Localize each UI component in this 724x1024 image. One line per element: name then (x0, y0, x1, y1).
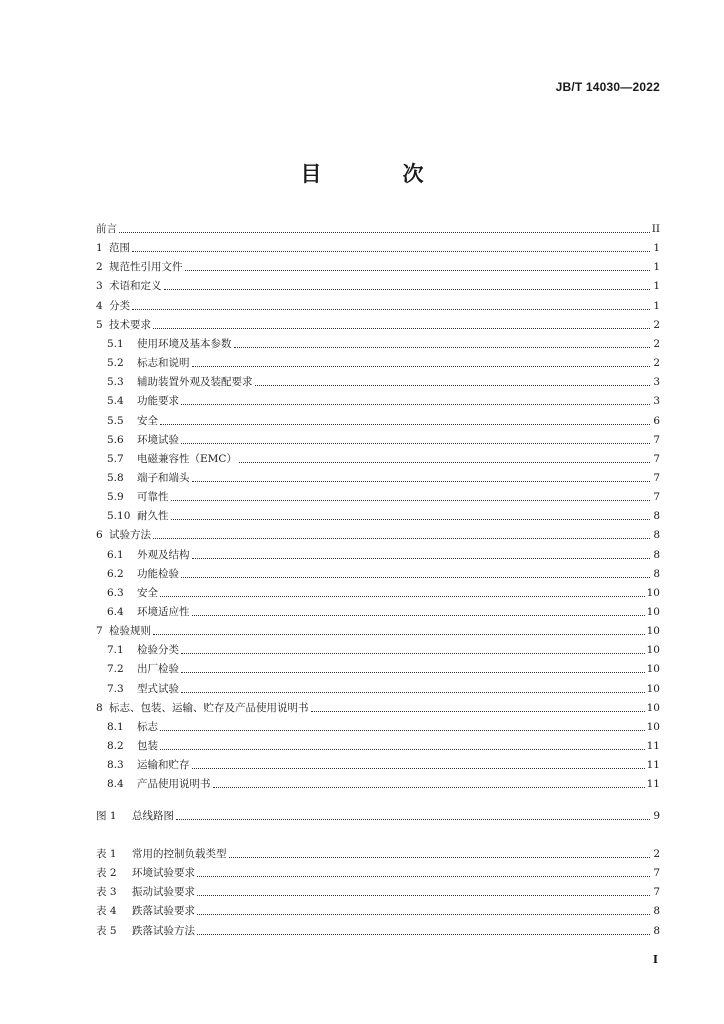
toc-entry-row[interactable] (96, 392, 660, 408)
toc-entry-number: 2 (96, 261, 103, 274)
toc-entry-row[interactable] (96, 603, 660, 619)
toc-entry-number: 8.2 (107, 740, 124, 753)
dot-leader (197, 894, 650, 896)
dot-leader (132, 250, 650, 252)
figure-entry-page: 9 (653, 810, 660, 822)
toc-entry-row[interactable] (96, 316, 660, 332)
toc-entry-label: 环境试验 (137, 433, 179, 446)
toc-entry-number: 8.1 (107, 720, 124, 733)
toc-entry-row[interactable] (96, 335, 660, 351)
table-entry-label: 跌落试验方法 (132, 924, 195, 937)
toc-entry-row[interactable] (96, 641, 660, 657)
toc-entry-number: 5.8 (107, 471, 124, 484)
toc-entry-label: 范围 (109, 242, 130, 255)
toc-entry-page: 7 (653, 433, 660, 446)
toc-entry-label: 检验分类 (137, 644, 179, 657)
page-title: 目 次 (300, 161, 454, 186)
toc-entry-number: 8.4 (107, 778, 124, 791)
toc-entry-page: 10 (646, 606, 660, 618)
dot-leader (192, 614, 645, 616)
toc-entry-label: 功能检验 (137, 567, 179, 580)
toc-entry-page: 11 (646, 740, 660, 753)
toc-entry-label: 标志、包装、运输、贮存及产品使用说明书 (109, 701, 309, 714)
toc-entry-row[interactable] (96, 469, 660, 485)
dot-leader (119, 231, 650, 233)
dot-leader (160, 423, 650, 425)
toc-entry-page: 10 (646, 720, 660, 733)
toc-entry-number: 5.7 (107, 452, 124, 465)
table-entry-number: 表 5 (96, 924, 117, 937)
toc-entry-number: 5.4 (107, 395, 124, 408)
toc-entry-page: 1 (653, 261, 660, 274)
toc-entry-row[interactable] (96, 584, 660, 600)
toc-entry-page: 3 (653, 376, 660, 389)
toc-entry-label: 安全 (137, 586, 158, 599)
toc-entry-number: 8 (96, 701, 103, 714)
toc-entry-page: 3 (653, 395, 660, 408)
toc-entry-label: 出厂检验 (137, 663, 179, 676)
dot-leader (181, 403, 650, 405)
dot-leader (181, 442, 650, 444)
dot-leader (171, 499, 651, 501)
dot-leader (234, 346, 651, 348)
toc-entry-number: 4 (96, 299, 103, 312)
toc-entry-row[interactable] (96, 660, 660, 676)
toc-entry-label: 包装 (137, 740, 158, 753)
toc-entry-page: 2 (653, 337, 660, 350)
toc-entry-row[interactable] (96, 756, 660, 772)
toc-entry-label: 外观及结构 (137, 548, 190, 561)
toc-entry-label: 电磁兼容性（EMC） (137, 452, 237, 465)
toc-entry-page: 1 (653, 280, 660, 293)
toc-entry-number: 5.1 (107, 337, 124, 350)
toc-entry-label: 分类 (109, 299, 130, 312)
toc-entry-page: 6 (653, 414, 660, 427)
figure-entry-number: 图 1 (96, 810, 117, 822)
toc-entry-label: 可靠性 (137, 491, 169, 504)
toc-entry-number: 6.4 (107, 606, 124, 618)
toc-entry-row[interactable] (96, 565, 660, 581)
toc-entry-number: 1 (96, 242, 103, 255)
toc-entry-page: 11 (646, 778, 660, 791)
table-entry-row[interactable] (96, 922, 660, 938)
toc-entry-row[interactable] (96, 680, 660, 696)
dot-leader (164, 288, 651, 290)
table-entry-number: 表 2 (96, 867, 117, 880)
toc-entry-number: 5 (96, 318, 103, 331)
toc-entry-row[interactable] (96, 431, 660, 447)
dot-leader (192, 365, 651, 367)
toc-entry-number: 5.2 (107, 357, 124, 370)
dot-leader (153, 537, 650, 539)
toc-entry-page: 7 (653, 452, 660, 465)
standard-number: JB/T 14030—2022 (555, 80, 660, 94)
toc-entry-label: 试验方法 (109, 529, 151, 542)
table-entry-page: 2 (653, 848, 660, 860)
table-entry-row[interactable] (96, 902, 660, 918)
dot-leader (192, 767, 645, 769)
dot-leader (229, 856, 651, 858)
dot-leader (255, 384, 651, 386)
toc-entry-label: 端子和端头 (137, 471, 190, 484)
toc-entry-number: 6.2 (107, 567, 124, 580)
toc-entry-page: 7 (653, 471, 660, 484)
dot-leader (160, 729, 645, 731)
toc-entry-number: 7.3 (107, 682, 124, 695)
toc-entry-row[interactable] (96, 622, 660, 638)
toc-entry-page: 1 (653, 242, 660, 255)
toc-entry-row[interactable] (96, 239, 660, 255)
dot-leader (213, 786, 645, 788)
toc-entry-number: 5.10 (107, 510, 131, 523)
dot-leader (160, 595, 645, 597)
toc-entry-page: 11 (646, 759, 660, 772)
figure-entry-label: 总线路图 (132, 810, 174, 822)
toc-entry-row[interactable] (96, 297, 660, 313)
table-entry-row[interactable] (96, 845, 660, 861)
dot-leader (181, 671, 645, 673)
dot-leader (176, 818, 650, 820)
dot-leader (171, 518, 651, 520)
toc-entry-label: 术语和定义 (109, 280, 162, 293)
toc-entry-page: 10 (646, 701, 660, 714)
dot-leader (197, 875, 650, 877)
toc-entry-number: 6 (96, 529, 103, 542)
toc-entry-number: 5.5 (107, 414, 124, 427)
dot-leader (132, 308, 650, 310)
toc-entry-label: 安全 (137, 414, 158, 427)
toc-entry-row[interactable] (96, 546, 660, 562)
toc-entry-row[interactable] (96, 775, 660, 791)
toc-entry-page: 2 (653, 357, 660, 370)
dot-leader (181, 576, 650, 578)
toc-entry-row[interactable] (96, 373, 660, 389)
toc-entry-page: 10 (646, 625, 660, 638)
toc-entry-row[interactable] (96, 258, 660, 274)
toc-entry-number: 5.9 (107, 491, 124, 504)
dot-leader (181, 691, 645, 693)
toc-entry-label: 功能要求 (137, 395, 179, 408)
table-entry-row[interactable] (96, 864, 660, 880)
toc-entry-number: 6.1 (107, 548, 124, 561)
dot-leader (181, 652, 645, 654)
toc-entry-page: 1 (653, 299, 660, 312)
toc-entry-page: 10 (646, 663, 660, 676)
toc-entry-label: 辅助装置外观及装配要求 (137, 376, 253, 389)
toc-entry-label: 型式试验 (137, 682, 179, 695)
toc-entry-row[interactable] (96, 507, 660, 523)
toc-entry-page: 7 (653, 491, 660, 504)
toc-entry-number: 3 (96, 280, 103, 293)
table-entry-label: 常用的控制负载类型 (132, 848, 227, 860)
toc-entry-page: 8 (653, 510, 660, 523)
toc-entry-number: 7.1 (107, 644, 124, 657)
table-entry-page: 8 (653, 924, 660, 937)
table-entry-page: 7 (653, 867, 660, 880)
toc-entry-label: 检验规则 (109, 625, 151, 638)
toc-entry-row[interactable] (96, 354, 660, 370)
toc-entry-row[interactable] (96, 450, 660, 466)
toc-entry-row[interactable] (96, 718, 660, 734)
toc-entry-row[interactable] (96, 220, 660, 236)
toc-entry-page: 2 (653, 318, 660, 331)
toc-entry-number: 5.6 (107, 433, 124, 446)
toc-entry-label: 耐久性 (137, 510, 169, 523)
toc-entry-row[interactable] (96, 737, 660, 753)
dot-leader (311, 710, 645, 712)
toc-entry-row[interactable] (96, 526, 660, 542)
toc-entry-number: 7 (96, 625, 103, 638)
table-entry-label: 振动试验要求 (132, 886, 195, 899)
table-entry-number: 表 1 (96, 848, 117, 860)
table-entry-page: 7 (653, 886, 660, 899)
table-entry-label: 环境试验要求 (132, 867, 195, 880)
toc-entry-page: 8 (653, 567, 660, 580)
toc-entry-row[interactable] (96, 488, 660, 504)
figure-entry-row[interactable] (96, 807, 660, 823)
toc-entry-number: 5.3 (107, 376, 124, 389)
toc-entry-label: 标志 (137, 720, 158, 733)
toc-entry-label: 标志和说明 (137, 357, 190, 370)
toc-entry-page: II (651, 223, 660, 235)
table-entry-row[interactable] (96, 883, 660, 899)
toc-entry-page: 10 (646, 682, 660, 695)
table-entry-number: 表 3 (96, 886, 117, 899)
toc-entry-page: 10 (646, 586, 660, 599)
toc-entry-row[interactable] (96, 412, 660, 428)
toc-entry-label: 产品使用说明书 (137, 778, 211, 791)
dot-leader (197, 913, 650, 915)
dot-leader (239, 461, 650, 463)
table-entry-page: 8 (653, 905, 660, 918)
toc-entry-page: 10 (646, 644, 660, 657)
toc-entry-number: 8.3 (107, 759, 124, 772)
toc-entry-label: 环境适应性 (137, 606, 190, 618)
toc-entry-number: 7.2 (107, 663, 124, 676)
dot-leader (197, 933, 650, 935)
dot-leader (192, 557, 651, 559)
toc-entry-page: 8 (653, 529, 660, 542)
toc-entry-page: 8 (653, 548, 660, 561)
dot-leader (185, 269, 651, 271)
dot-leader (192, 480, 651, 482)
toc-entry-label: 前言 (96, 223, 117, 235)
dot-leader (153, 633, 645, 635)
toc-entry-row[interactable] (96, 277, 660, 293)
toc-entry-label: 使用环境及基本参数 (137, 337, 232, 350)
toc-entry-label: 技术要求 (109, 318, 151, 331)
table-entry-number: 表 4 (96, 905, 117, 918)
page-number: I (652, 953, 658, 966)
toc-entry-number: 6.3 (107, 586, 124, 599)
dot-leader (153, 327, 650, 329)
dot-leader (160, 748, 645, 750)
toc-entry-label: 规范性引用文件 (109, 261, 183, 274)
toc-entry-label: 运输和贮存 (137, 759, 190, 772)
toc-entry-row[interactable] (96, 699, 660, 715)
table-entry-label: 跌落试验要求 (132, 905, 195, 918)
